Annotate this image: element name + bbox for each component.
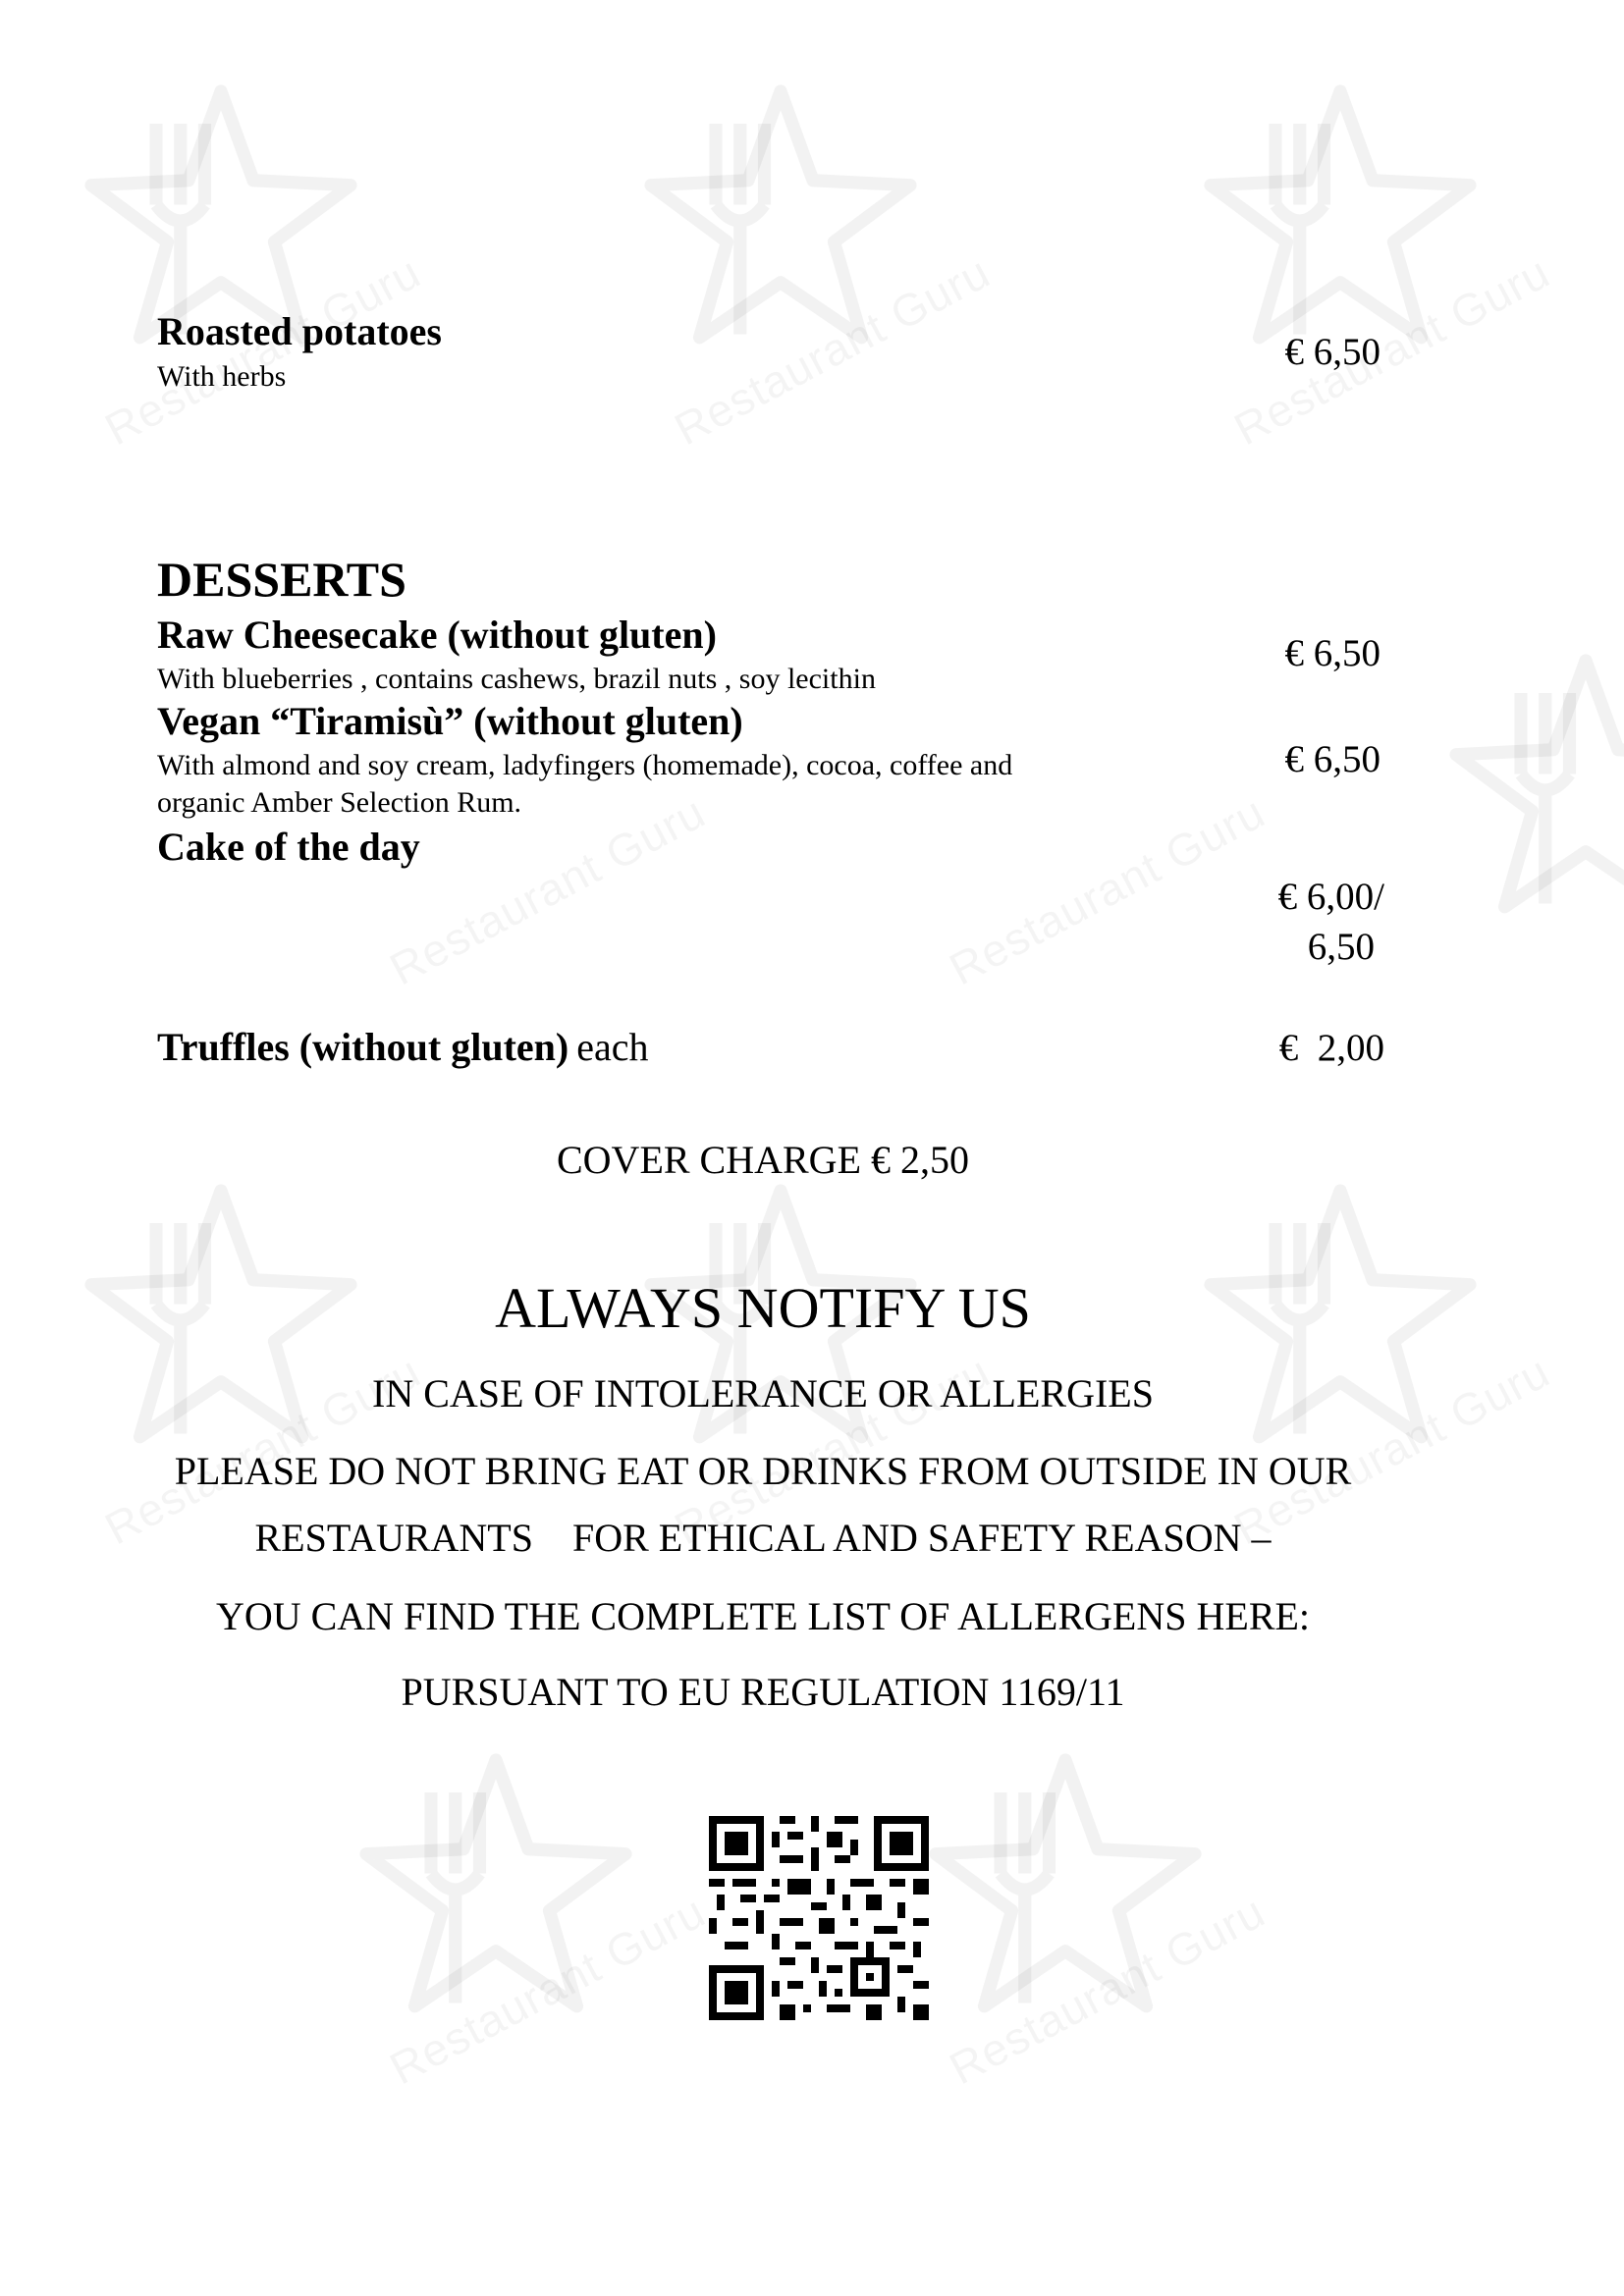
watermark-text <box>1225 245 1558 455</box>
menu-item-description: With herbs <box>157 360 287 393</box>
menu-item-name: Roasted potatoes <box>157 309 442 353</box>
qr-code-icon[interactable] <box>709 1816 929 2020</box>
menu-item-description: With almond and soy cream, ladyfingers (homemade), cocoa, coffee and <box>157 749 1013 781</box>
restaurant-guru-logo-icon <box>334 1728 658 2052</box>
menu-item-description: organic Amber Selection Rum. <box>157 786 522 819</box>
cover-charge: COVER CHARGE € 2,50 <box>556 1138 970 1182</box>
menu-item-name: Cake of the day <box>157 825 420 869</box>
restaurant-guru-logo-icon <box>1424 628 1624 952</box>
menu-item-truffles <box>157 1025 649 1070</box>
menu-item-description: With blueberries , contains cashews, brazil nuts , soy lecithin <box>157 663 876 695</box>
outside-food-notice-line1: PLEASE DO NOT BRING EAT OR DRINKS FROM OUTSIDE IN OUR <box>174 1449 1352 1493</box>
outside-food-notice-line2: RESTAURANTS FOR ETHICAL AND SAFETY REASON – <box>254 1516 1272 1560</box>
menu-item-name: Raw Cheesecake (without gluten) <box>157 613 717 657</box>
section-heading-desserts: DESSERTS <box>157 552 406 607</box>
restaurant-guru-logo-icon <box>619 59 943 383</box>
allergens-notice: YOU CAN FIND THE COMPLETE LIST OF ALLERGENS HERE: <box>215 1594 1311 1638</box>
regulation-notice: PURSUANT TO EU REGULATION 1169/11 <box>401 1670 1125 1714</box>
restaurant-guru-logo-icon <box>903 1728 1227 2052</box>
menu-item-price: € 6,50 <box>1284 331 1380 373</box>
menu-item-name: Truffles (without gluten) <box>157 1025 569 1069</box>
watermark-text <box>666 245 999 455</box>
menu-item-name: Vegan “Tiramisù” (without gluten) <box>157 699 743 743</box>
watermark-text <box>941 785 1273 995</box>
watermark-text <box>941 1885 1273 2095</box>
menu-item-suffix: each <box>576 1025 649 1069</box>
menu-item-price: 6,50 <box>1307 926 1375 968</box>
watermark-text <box>381 1885 714 2095</box>
menu-item-price: € 6,00/ <box>1277 876 1384 918</box>
always-notify-heading: ALWAYS NOTIFY US <box>495 1276 1031 1340</box>
menu-item-price: € 6,50 <box>1284 632 1380 674</box>
intolerance-notice: IN CASE OF INTOLERANCE OR ALLERGIES <box>372 1371 1154 1415</box>
menu-item-price: € 6,50 <box>1284 738 1380 780</box>
menu-item-price: € 2,00 <box>1278 1027 1384 1069</box>
